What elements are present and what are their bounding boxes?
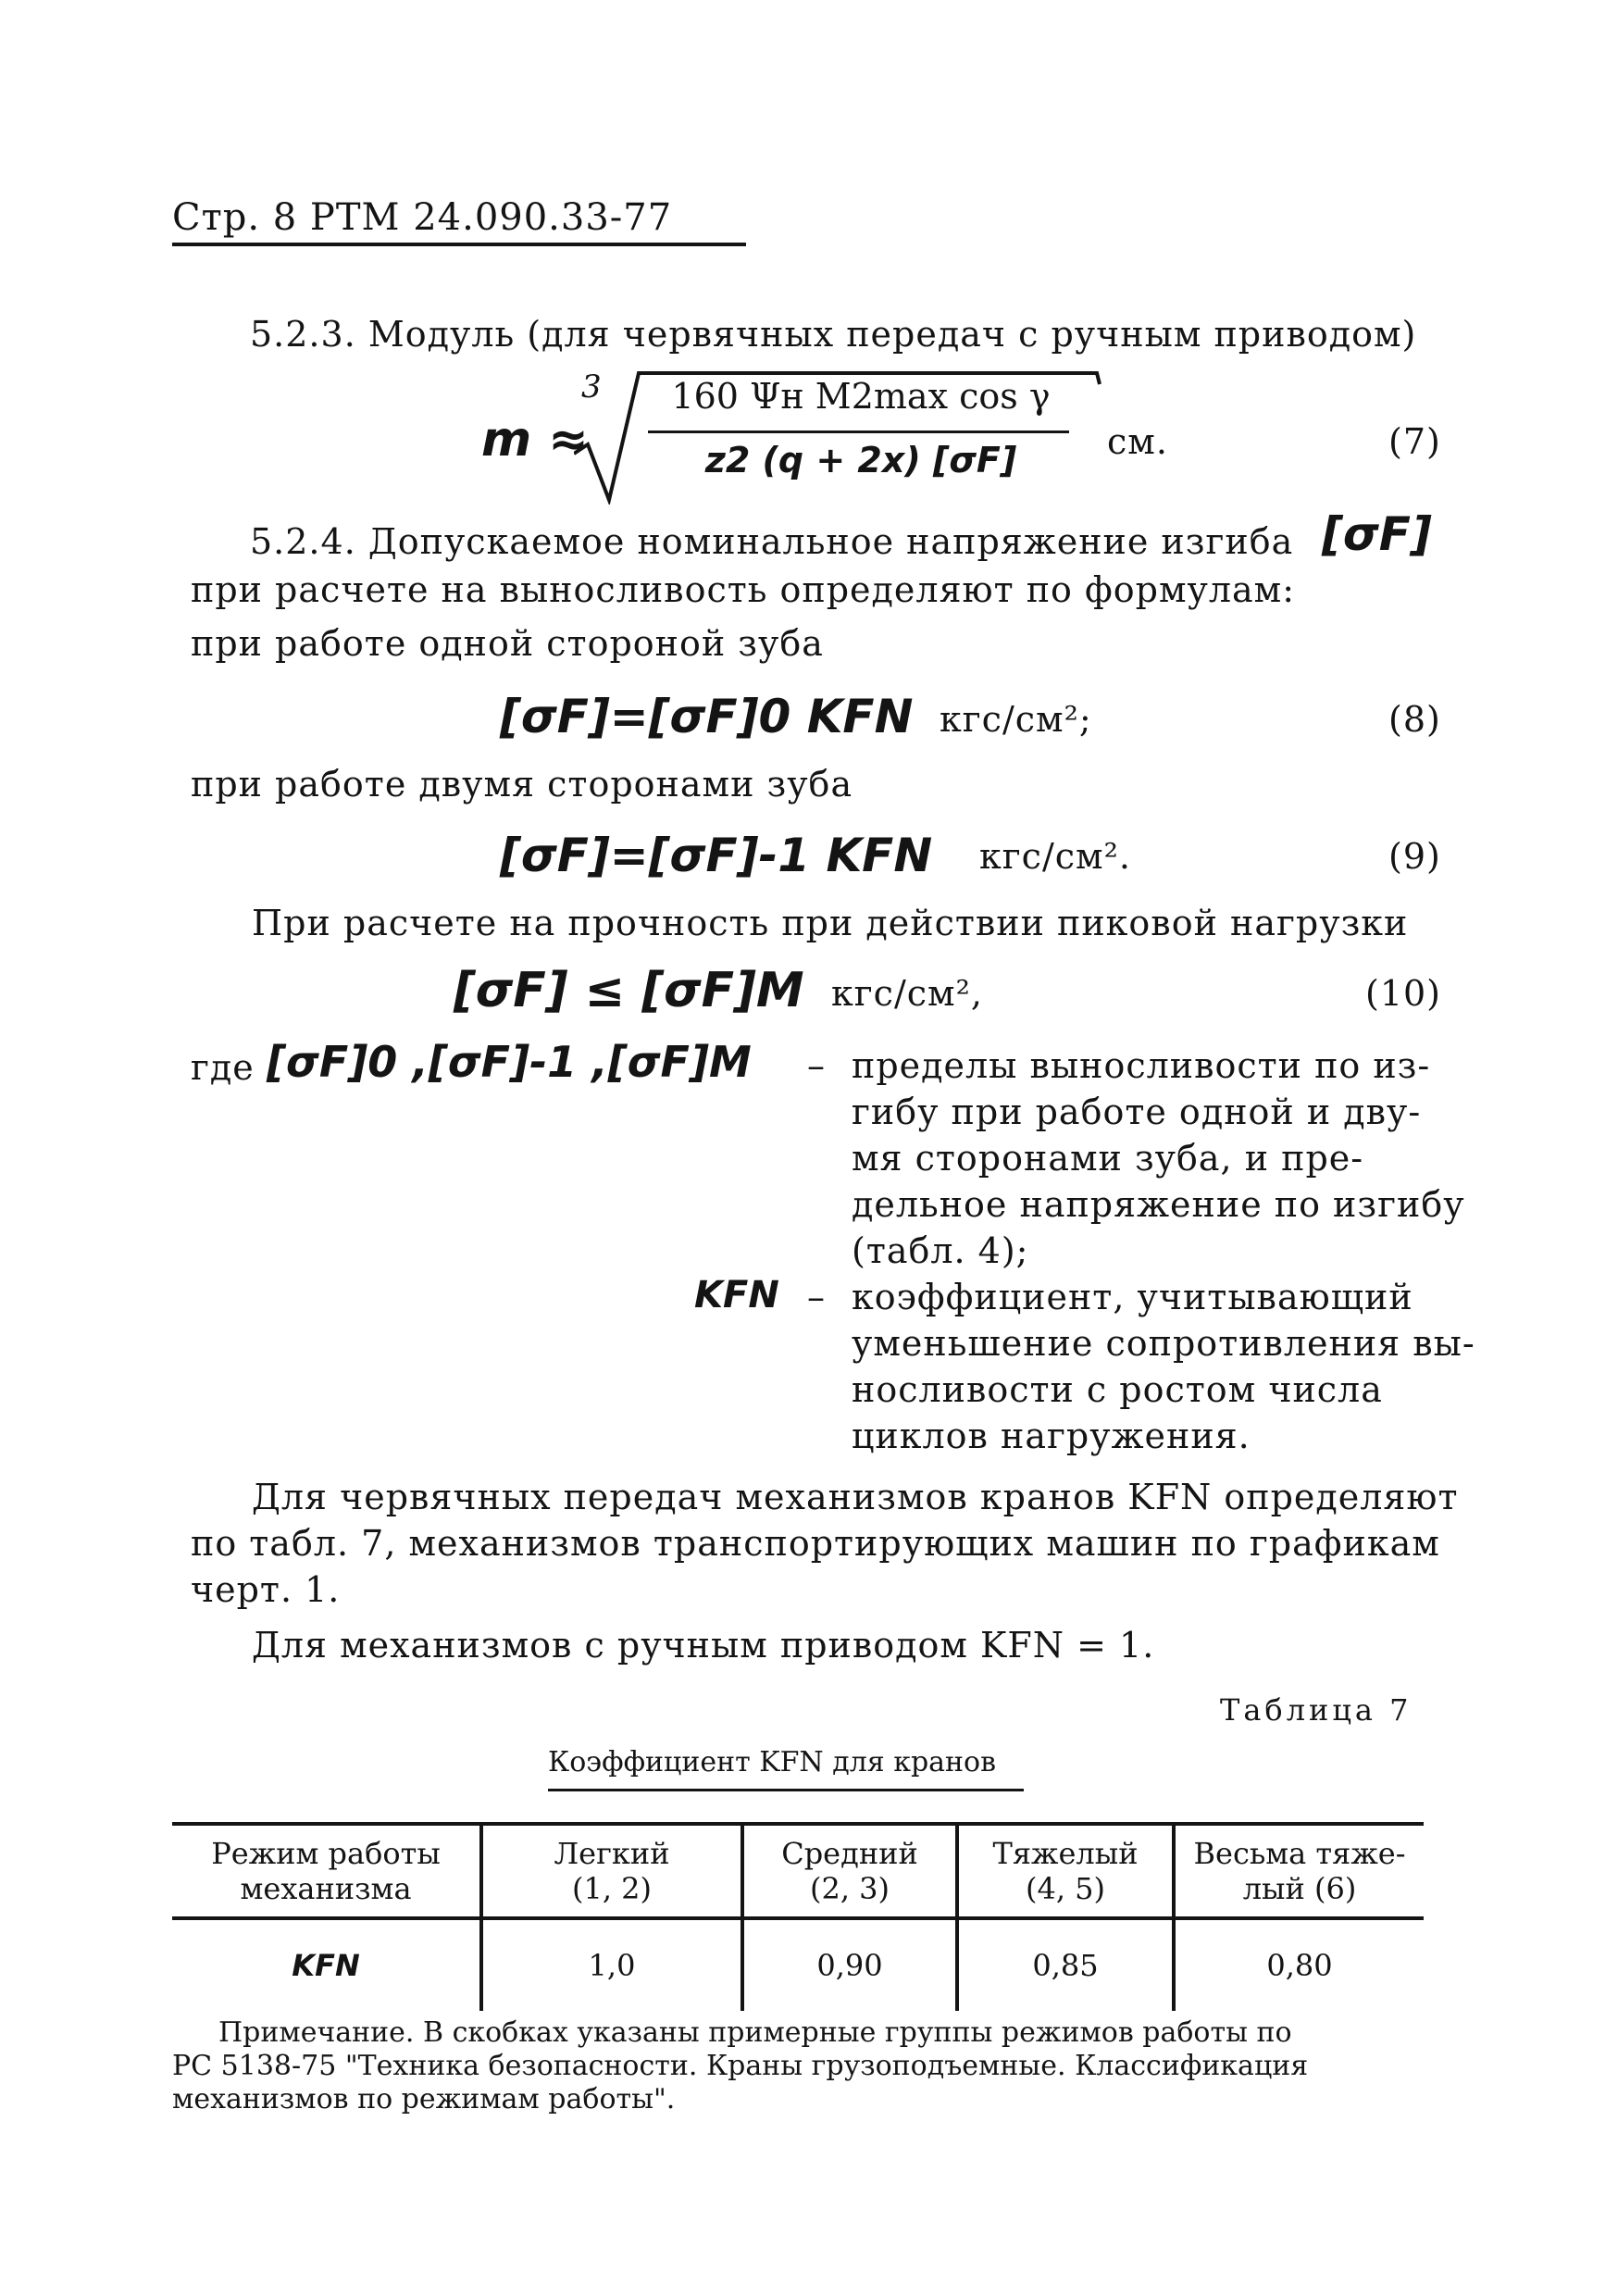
formula-10-unit: кгс/см², [831, 973, 983, 1014]
header-cell [1174, 1826, 1424, 1918]
formula-9-unit: кгс/см². [979, 836, 1131, 877]
formula-9-number: (9) [1388, 836, 1441, 877]
table-header-row [172, 1826, 1424, 1918]
header-cell-line: Весьма тяже- [1193, 1836, 1406, 1871]
section-5-2-3-text: 5.2.3. Модуль (для червячных передач с ручным приводом) [250, 314, 1417, 355]
paragraph-1-line: черт. 1. [191, 1569, 341, 1610]
section-5-2-4-line1: 5.2.4. Допускаемое номинальное напряжение изгиба [250, 521, 1294, 562]
where-symbols-1: [σF]0 ,[σF]-1 ,[σF]M [267, 1037, 752, 1087]
formula-7-fraction-bar [648, 430, 1069, 433]
definition-1-line: (табл. 4); [852, 1230, 1029, 1271]
definition-1-line: гибу при работе одной и дву- [852, 1092, 1422, 1132]
formula-8-number: (8) [1388, 699, 1441, 740]
header-cell-line: Средний [781, 1836, 918, 1871]
header-cell-line: (2, 3) [809, 1871, 890, 1906]
header-cell-line: (1, 2) [571, 1871, 653, 1906]
formula-10: [σF] ≤ [σF]M [454, 963, 804, 1018]
formula-7-denominator: z2 (q + 2x) [σF] [704, 440, 1017, 480]
definition-2-line: носливости с ростом числа [852, 1369, 1383, 1410]
formula-7-number: (7) [1388, 421, 1441, 462]
case-one-side: при работе одной стороной зуба [191, 623, 824, 664]
definition-2-line: уменьшение сопротивления вы- [852, 1323, 1475, 1364]
row-label-cell [172, 1918, 481, 2011]
header-cell [742, 1826, 957, 1918]
formula-8: [σF]=[σF]0 KFN [500, 690, 914, 743]
case-two-sides: при работе двумя сторонами зуба [191, 764, 853, 805]
note-line: Примечание. В скобках указаны примерные группы режимов работы по [218, 2016, 1292, 2049]
paragraph-1-line: Для червячных передач механизмов кранов KFN определяют [252, 1477, 1459, 1517]
row-label: KFN [292, 1948, 360, 1983]
formula-8-unit: кгс/см²; [940, 699, 1092, 740]
section-5-2-4-line2: при расчете на выносливость определяют по формулам: [191, 569, 1296, 610]
header-cell [172, 1826, 481, 1918]
where-symbols-2: KFN [694, 1274, 779, 1316]
value-cell: 0,90 [742, 1918, 957, 2011]
header-cell-line: Режим работы [211, 1836, 441, 1871]
caption-underline [548, 1789, 1024, 1791]
paragraph-1-line: по табл. 7, механизмов транспортирующих машин по графикам [191, 1523, 1440, 1564]
header-underline [172, 243, 746, 246]
value-cell: 0,80 [1266, 1948, 1333, 1983]
formula-10-number: (10) [1365, 973, 1442, 1014]
table-label: Таблица 7 [1220, 1692, 1413, 1728]
header-cell-line: (4, 5) [1025, 1871, 1106, 1906]
formula-9: [σF]=[σF]-1 KFN [500, 829, 933, 882]
page-header [172, 194, 672, 241]
definition-2-line: циклов нагружения. [852, 1416, 1251, 1456]
table-row [172, 1918, 1424, 2011]
formula-7-numerator: 160 Ψн M2max cos γ [671, 376, 1051, 417]
note-line: РС 5138-75 "Техника безопасности. Краны грузоподъемные. Классификация [172, 2050, 1309, 2082]
coefficient-table [172, 1826, 1424, 2011]
where-dash-2: – [807, 1277, 826, 1317]
definition-1-line: пределы выносливости по из- [852, 1045, 1431, 1086]
value-cell: 0,85 [957, 1918, 1174, 2011]
header-cell-line: Легкий [554, 1836, 670, 1871]
header-cell [957, 1826, 1174, 1918]
paragraph-2: Для механизмов с ручным приводом KFN = 1. [252, 1625, 1155, 1666]
definition-2-line: коэффициент, учитывающий [852, 1277, 1413, 1317]
header-cell-line: механизма [240, 1871, 412, 1906]
header-cell-line: Тяжелый [992, 1836, 1139, 1871]
formula-7-unit: см. [1107, 421, 1168, 462]
definition-1-line: дельное напряжение по изгибу [852, 1184, 1465, 1225]
header-cell [481, 1826, 742, 1918]
formula-7-lhs: m ≈ [481, 412, 589, 468]
definition-1-line: мя сторонами зуба, и пре- [852, 1138, 1364, 1179]
section-5-2-4-symbol: [σF] [1322, 507, 1432, 561]
where-word: где [191, 1047, 255, 1088]
value-cell: 1,0 [481, 1918, 742, 2011]
peak-load-text: При расчете на прочность при действии пиковой нагрузки [252, 903, 1409, 943]
table-caption: Коэффициент KFN для кранов [548, 1746, 996, 1778]
note-line: механизмов по режимам работы". [172, 2083, 676, 2115]
formula-7-root-index: 3 [581, 368, 602, 406]
page-ref: Стр. 8 РТМ 24.090.33-77 [172, 196, 673, 239]
where-dash-1: – [807, 1045, 826, 1086]
header-cell-line: лый (6) [1242, 1871, 1357, 1906]
